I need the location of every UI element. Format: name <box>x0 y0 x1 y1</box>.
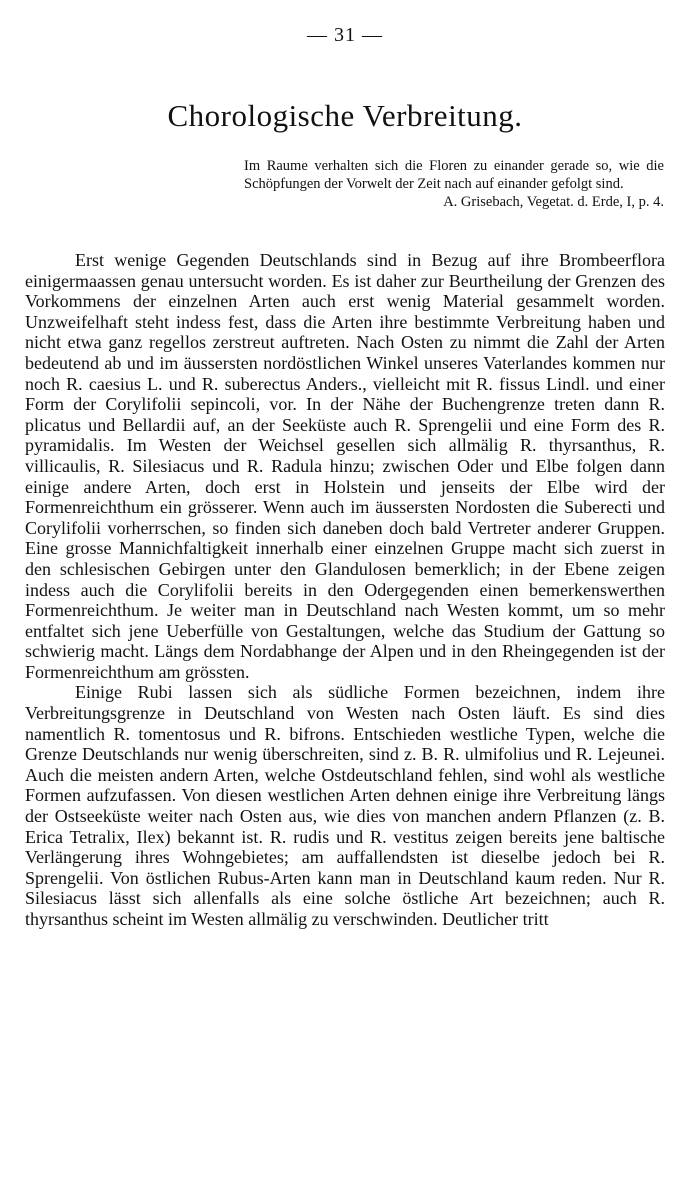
paragraph: Erst wenige Gegenden Deutschlands sind in Bezug auf ihre Brombeerflora einigermaassen genau untersucht worden. Es ist daher zur Beurtheilung der Grenzen des Vorkommens der einzelnen Arten auch erst wenig Material gesammelt worden. Unzweifelhaft steht indess fest, dass die Arten ihre bestimmte Verbreitung haben und nicht etwa ganz regellos zerstreut auftreten. Nach Osten zu nimmt die Zahl der Arten bedeutend ab und im äussersten nordöstlichen Winkel unseres Vaterlandes kommen nur noch R. caesius L. und R. suberectus Anders., vielleicht mit R. fissus Lindl. und einer Form der Corylifolii sepincoli, vor. In der Nähe der Buchengrenze treten dann R. plicatus und Bellardii auf, an der Seeküste auch R. Sprengelii und eine Form des R. pyramidalis. Im Westen der Weichsel gesellen sich allmälig R. thyrsanthus, R. villicaulis, R. Silesiacus und R. Radula hinzu; zwischen Oder und Elbe folgen dann einige andere Arten, doch erst in Holstein und jenseits der Elbe wird der Formenreichthum ein grösserer. Wenn auch im äussersten Nordosten die Suberecti und Corylifolii vorherrschen, so finden sich daneben doch bald Vertreter anderer Gruppen. Eine grosse Mannichfaltigkeit innerhalb einer einzelnen Gruppe macht sich zuerst in den schlesischen Gebirgen unter den Glandulosen bemerklich; in der Ebene zeigen indess auch die Corylifolii bereits in den Odergegenden einen bemerkenswerthen Formenreichthum. Je weiter man in Deutschland nach Westen kommt, um so mehr entfaltet sich jene Ueberfülle von Gestaltungen, welche das Studium der Gattung so schwierig macht. Längs dem Nordabhange der Alpen und in den Rheingegenden ist der Formenreichthum am grössten. <box>25 250 665 682</box>
page-title: Chorologische Verbreitung. <box>167 98 523 133</box>
body-text <box>25 250 665 930</box>
epigraph-source: A. Grisebach, Vegetat. d. Erde, I, p. 4. <box>443 194 664 210</box>
paragraph: Einige Rubi lassen sich als südliche Formen bezeichnen, indem ihre Verbreitungsgrenze in Deutschland von Westen nach Osten läuft. Es sind dies namentlich R. tomentosus und R. bifrons. Entschieden westliche Typen, welche die Grenze Deutschlands nur wenig überschreiten, sind z. B. R. ulmifolius und R. Lejeunei. Auch die meisten andern Arten, welche Ostdeutschland fehlen, sind wohl als westliche Formen aufzufassen. Von diesen westlichen Arten dehnen einige ihre Verbreitung längs der Ostseeküste weiter nach Osten aus, wie dies von manchen andern Pflanzen (z. B. Erica Tetralix, Ilex) bekannt ist. R. rudis und R. vestitus zeigen bereits jene baltische Verlängerung ihres Wohngebietes; am auffallendsten ist dieselbe jedoch bei R. Sprengelii. Von östlichen Rubus-Arten kann man in Deutschland kaum reden. Nur R. Silesiacus lässt sich allenfalls als eine solche östliche Art bezeichnen; auch R. thyrsanthus scheint im Westen allmälig zu verschwinden. Deutlicher tritt <box>25 682 665 929</box>
page-number: — 31 — <box>307 24 383 46</box>
epigraph <box>244 158 664 212</box>
epigraph-quote: Im Raume verhalten sich die Floren zu einander gerade so, wie die Schöpfungen der Vorwelt der Zeit nach auf einander gefolgt sind. <box>244 158 664 192</box>
